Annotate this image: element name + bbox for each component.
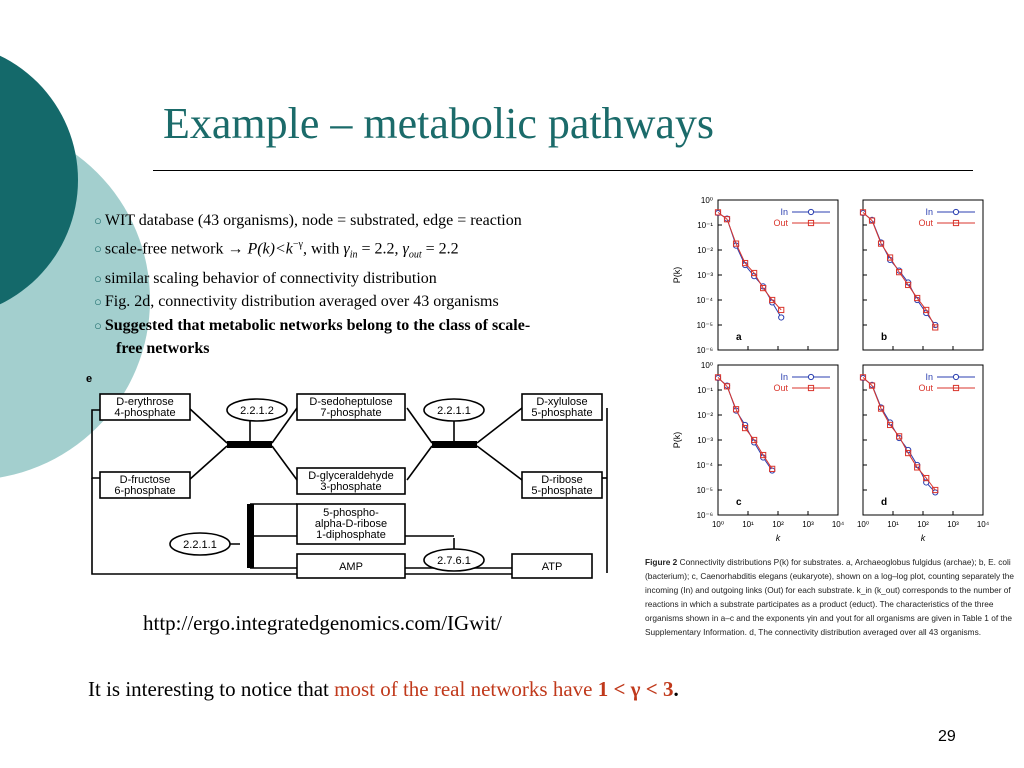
- panel-label: e: [86, 373, 93, 385]
- svg-text:5-phospho-: 5-phospho-: [323, 507, 379, 519]
- note-highlight: most of the real networks have: [334, 677, 598, 701]
- arrow-icon: →: [227, 239, 244, 257]
- svg-text:D-xylulose: D-xylulose: [536, 396, 588, 408]
- gamma-out-symbol: γ: [402, 239, 409, 257]
- svg-text:5-phosphate: 5-phosphate: [531, 485, 593, 497]
- svg-text:7-phosphate: 7-phosphate: [320, 407, 382, 419]
- svg-text:D-fructose: D-fructose: [119, 474, 171, 486]
- x-tick-label: 10⁴: [831, 520, 845, 529]
- y-tick-label: 10⁻⁴: [696, 296, 713, 305]
- legend-label: Out: [773, 218, 788, 228]
- y-tick-label: 10⁻⁶: [696, 346, 713, 355]
- svg-text:6-phosphate: 6-phosphate: [114, 485, 176, 497]
- bullet-marker-icon: ○: [94, 317, 102, 333]
- gamma-out-value: = 2.2: [421, 239, 459, 257]
- bullet-item: [94, 267, 639, 291]
- svg-text:alpha-D-ribose: alpha-D-ribose: [314, 518, 388, 530]
- bullet-continuation: [94, 337, 639, 361]
- svg-text:3-phosphate: 3-phosphate: [320, 481, 382, 493]
- legend-label: In: [780, 372, 788, 382]
- page-number: 29: [938, 728, 956, 745]
- svg-text:2.2.1.1: 2.2.1.1: [437, 405, 471, 417]
- svg-text:D-ribose: D-ribose: [541, 474, 583, 486]
- x-axis-label: k: [920, 533, 926, 543]
- bullet-item: [94, 314, 639, 338]
- note-end: .: [673, 677, 679, 701]
- x-tick-label: 10⁰: [856, 520, 870, 529]
- svg-text:5-phosphate: 5-phosphate: [531, 407, 593, 419]
- y-tick-label: 10⁻²: [697, 246, 713, 255]
- y-tick-label: 10⁻¹: [697, 386, 713, 395]
- x-tick-label: 10³: [947, 520, 959, 529]
- figure-caption-text: Connectivity distributions P(k) for substrates. a, Archaeoglobus fulgidus (archae); b, E. coli (bacterium); c, Caenorhabditis elegans (eukaryote), shown on a log–log plot, counting separately the incoming (In) and outgoing links (Out) for each substrate. k_in (k_out) corresponds to the number of reactions in which a substrate participates as a product (educt). The characteristics of the three organisms shown in a–c and the exponents γin and γout for all organisms are given in Table 1 of the Supplementary Information. d, The connectivity distribution averaged over all 43 organisms.: [645, 557, 1014, 637]
- connectivity-charts: [668, 185, 998, 550]
- legend-label: Out: [773, 383, 788, 393]
- y-tick-label: 10⁻²: [697, 411, 713, 420]
- gamma-out-sub: out: [408, 249, 422, 261]
- y-tick-label: 10⁰: [700, 361, 713, 370]
- x-tick-label: 10¹: [887, 520, 899, 529]
- panel-letter: b: [881, 332, 888, 343]
- panel-letter: c: [736, 497, 742, 508]
- y-tick-label: 10⁻¹: [697, 221, 713, 230]
- bullet-marker-icon: ○: [94, 294, 102, 310]
- legend-label: In: [925, 207, 933, 217]
- legend-label: In: [780, 207, 788, 217]
- formula-exponent: −γ: [292, 238, 303, 250]
- y-tick-label: 10⁻⁴: [696, 461, 713, 470]
- svg-text:4-phosphate: 4-phosphate: [114, 407, 176, 419]
- slide-title: Example – metabolic pathways: [163, 99, 715, 148]
- svg-text:2.2.1.1: 2.2.1.1: [183, 539, 217, 551]
- x-axis-label: k: [775, 533, 781, 543]
- note-prefix: It is interesting to notice that: [88, 677, 335, 701]
- legend-marker-in: [953, 209, 958, 214]
- bullet-list: [94, 209, 639, 361]
- bullet-text: similar scaling behavior of connectivity distribution: [104, 269, 437, 287]
- bullet-item: [94, 290, 639, 314]
- x-tick-label: 10³: [802, 520, 814, 529]
- x-tick-label: 10¹: [742, 520, 754, 529]
- y-tick-label: 10⁻⁶: [696, 511, 713, 520]
- svg-text:D-glyceraldehyde: D-glyceraldehyde: [308, 470, 394, 482]
- panel-letter: a: [736, 332, 742, 343]
- bullet-item: [94, 233, 639, 267]
- x-tick-label: 10⁰: [711, 520, 725, 529]
- svg-text:D-erythrose: D-erythrose: [116, 396, 174, 408]
- bullet-marker-icon: ○: [94, 270, 102, 286]
- gamma-in-value: = 2.2,: [357, 239, 403, 257]
- formula-with: , with: [302, 239, 344, 257]
- x-tick-label: 10²: [917, 520, 929, 529]
- bullet-marker-icon: ○: [94, 213, 102, 228]
- gamma-in-symbol: γ: [343, 239, 350, 257]
- footnote: [88, 677, 679, 702]
- formula-lhs: P(k)<k: [247, 239, 293, 257]
- bullet-text: Suggested that metabolic networks belong to the class of scale-: [104, 316, 531, 334]
- y-tick-label: 10⁻³: [697, 271, 713, 280]
- bullet-text: scale-free network: [104, 239, 224, 257]
- title-divider: [153, 170, 973, 171]
- panel-letter: d: [881, 497, 888, 508]
- y-tick-label: 10⁻⁵: [696, 486, 713, 495]
- legend-marker-in: [808, 374, 813, 379]
- series-line-out: [718, 212, 781, 310]
- bullet-item: [94, 209, 639, 233]
- x-tick-label: 10²: [772, 520, 784, 529]
- y-axis-label: P(k): [672, 431, 682, 449]
- bullet-text: Fig. 2d, connectivity distribution averaged over 43 organisms: [104, 293, 499, 311]
- legend-label: In: [925, 372, 933, 382]
- svg-text:2.7.6.1: 2.7.6.1: [437, 555, 471, 567]
- figure-caption: [645, 555, 1017, 639]
- svg-text:2.2.1.2: 2.2.1.2: [240, 405, 274, 417]
- y-tick-label: 10⁻³: [697, 436, 713, 445]
- svg-text:ATP: ATP: [541, 561, 563, 573]
- y-tick-label: 10⁰: [700, 196, 713, 205]
- svg-text:1-diphosphate: 1-diphosphate: [316, 529, 386, 541]
- bullet-marker-icon: ○: [94, 240, 102, 256]
- legend-marker-in: [808, 209, 813, 214]
- bullet-text: free networks: [116, 340, 210, 358]
- x-tick-label: 10⁴: [976, 520, 990, 529]
- legend-label: Out: [918, 218, 933, 228]
- figure-label: Figure 2: [645, 557, 678, 567]
- legend-marker-in: [953, 374, 958, 379]
- note-formula: 1 < γ < 3: [597, 677, 674, 701]
- bullet-text: WIT database (43 organisms), node = substrated, edge = reaction: [104, 212, 522, 229]
- svg-text:D-sedoheptulose: D-sedoheptulose: [309, 396, 393, 408]
- gamma-in-sub: in: [349, 249, 358, 261]
- svg-text:AMP: AMP: [339, 561, 363, 573]
- y-axis-label: P(k): [672, 266, 682, 284]
- data-point-in: [779, 315, 784, 320]
- y-tick-label: 10⁻⁵: [696, 321, 713, 330]
- source-url[interactable]: http://ergo.integratedgenomics.com/IGwit/: [143, 611, 502, 635]
- legend-label: Out: [918, 383, 933, 393]
- pathway-diagram: [82, 368, 627, 588]
